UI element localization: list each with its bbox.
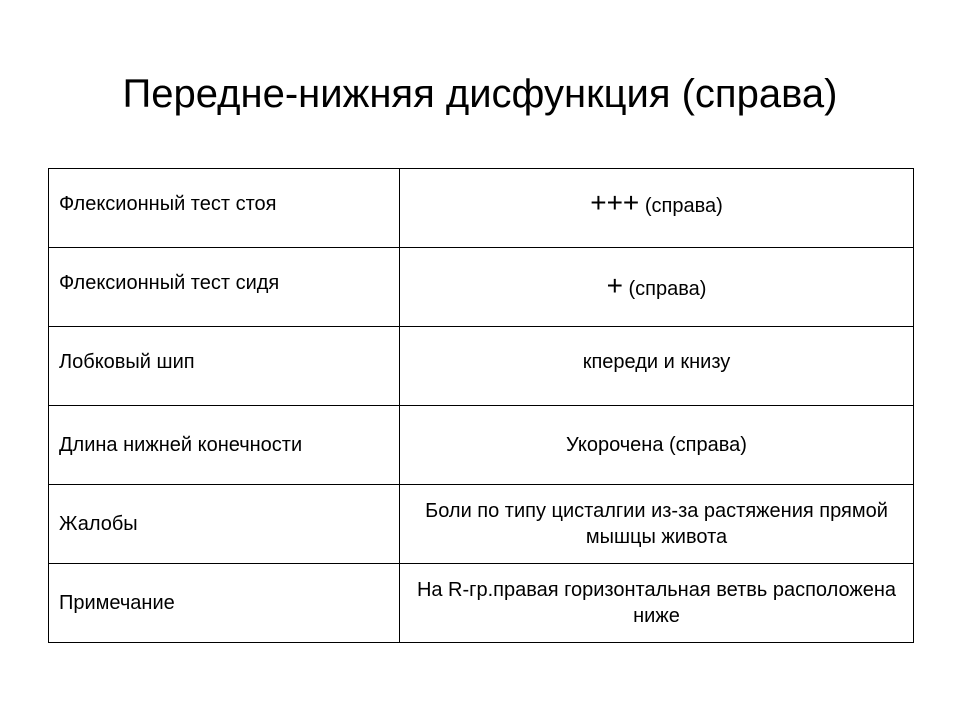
row-value-cell [400, 485, 914, 564]
row-label: Жалобы [59, 513, 138, 535]
row-label-cell [49, 406, 400, 485]
row-value: кпереди и книзу [582, 351, 731, 373]
row-label-cell [49, 564, 400, 643]
row-label: Флексионный тест стоя [59, 193, 277, 215]
dysfunction-table [48, 168, 914, 643]
row-value: Укорочена (справа) [566, 434, 747, 456]
row-value-cell [400, 169, 914, 248]
row-label-cell [49, 485, 400, 564]
test-result-side: (справа) [622, 277, 707, 300]
row-label-cell [49, 248, 400, 327]
test-result-sign: + [606, 269, 623, 301]
table-row [49, 248, 914, 327]
table-row [49, 485, 914, 564]
table-row [49, 406, 914, 485]
row-label: Лобковый шип [59, 351, 195, 373]
test-result-sign: +++ [590, 186, 640, 218]
row-value-cell [400, 564, 914, 643]
row-value-cell [400, 248, 914, 327]
table-row [49, 327, 914, 406]
row-value: На R-гр.правая горизонтальная ветвь расположена ниже [416, 579, 897, 627]
row-label-cell [49, 169, 400, 248]
row-label: Длина нижней конечности [59, 434, 303, 456]
slide-title: Передне-нижняя дисфункция (справа) [122, 72, 838, 116]
row-value [606, 269, 707, 302]
table-row [49, 169, 914, 248]
table-container [48, 168, 914, 643]
row-label: Флексионный тест сидя [59, 272, 280, 294]
row-value-cell [400, 327, 914, 406]
row-value: Боли по типу цисталгии из-за растяжения прямой мышцы живота [425, 500, 888, 548]
row-value-cell [400, 406, 914, 485]
test-result-side: (справа) [639, 194, 723, 217]
table-row [49, 564, 914, 643]
row-value [590, 186, 723, 219]
row-label-cell [49, 327, 400, 406]
row-label: Примечание [59, 592, 175, 614]
